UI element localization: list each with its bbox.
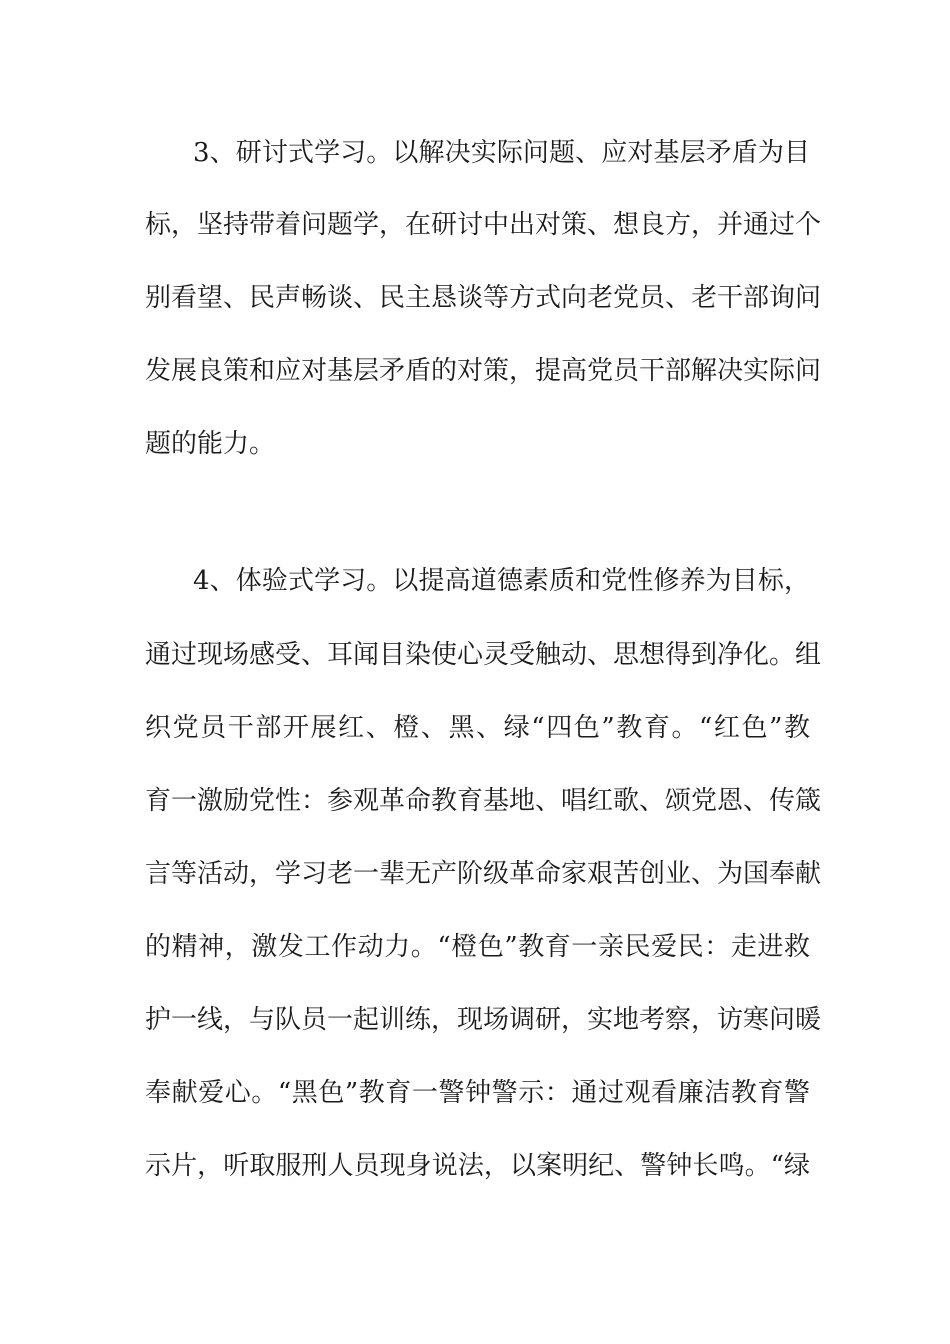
text-line: 发展良策和应对基层矛盾的对策，提高党员干部解决实际问	[145, 356, 822, 386]
text-line: 言等活动，学习老一辈无产阶级革命家艰苦创业、为国奉献	[145, 859, 822, 889]
text-line: 3、研讨式学习。以解决实际问题、应对基层矛盾为目	[193, 138, 810, 168]
text-line: 标，坚持带着问题学，在研讨中出对策、想良方，并通过个	[145, 210, 822, 240]
text-line: 4、体验式学习。以提高道德素质和党性修养为目标，	[193, 566, 810, 596]
text-line: 奉献爱心。“黑色”教育一警钟警示：通过观看廉洁教育警	[145, 1078, 810, 1108]
text-line: 示片，听取服刑人员现身说法，以案明纪、警钟长鸣。“绿	[145, 1151, 810, 1181]
text-line: 通过现场感受、耳闻目染使心灵受触动、思想得到净化。组	[145, 640, 822, 670]
text-line: 护一线，与队员一起训练，现场调研，实地考察，访寒问暖	[145, 1005, 822, 1035]
text-line: 织党员干部开展红、橙、黑、绿“四色”教育。“红色”教	[145, 713, 810, 743]
text-line: 的精神，激发工作动力。“橙色”教育一亲民爱民：走进救	[145, 932, 810, 962]
text-line: 题的能力。	[145, 429, 276, 459]
text-line: 别看望、民声畅谈、民主恳谈等方式向老党员、老干部询问	[145, 283, 822, 313]
text-line: 育一激励党性：参观革命教育基地、唱红歌、颂党恩、传箴	[145, 786, 822, 816]
